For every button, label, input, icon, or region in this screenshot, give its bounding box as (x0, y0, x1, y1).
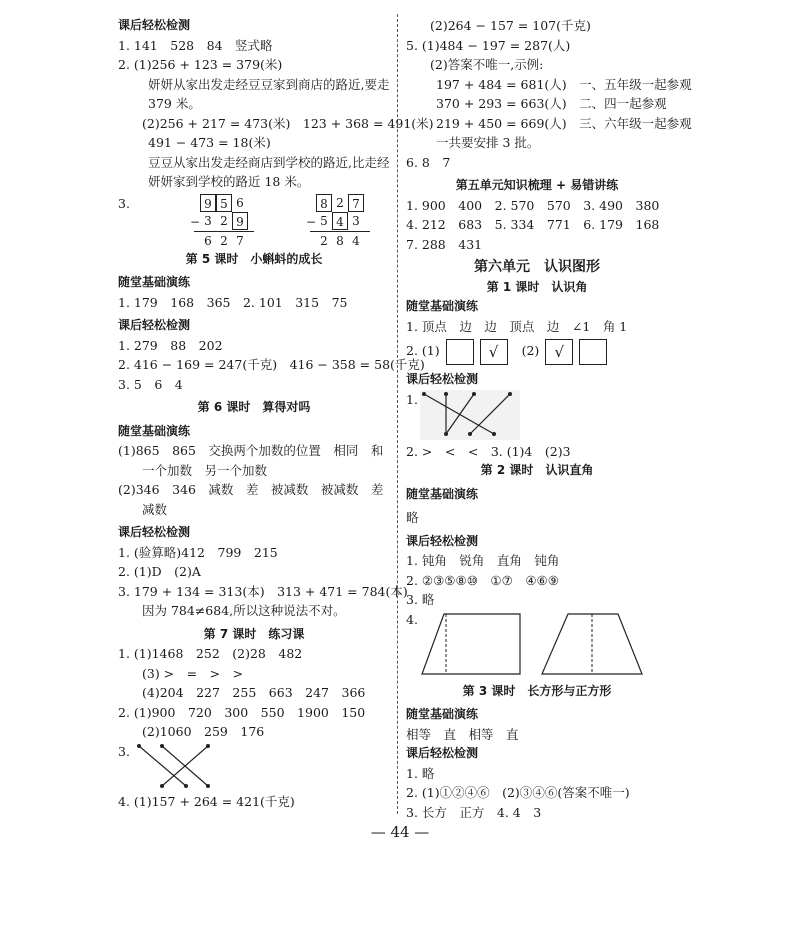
answer-line: 减数 (142, 501, 168, 517)
section-heading: 随堂基础演练 (118, 423, 191, 438)
answer-line: 3. 略 (406, 592, 435, 607)
answer-line: 一共要安排 3 批。 (436, 135, 540, 150)
lesson-title: 第 6 课时 算得对吗 (197, 400, 311, 414)
section-heading: 随堂基础演练 (406, 299, 479, 313)
answer-line: 3. 179 + 134 = 313(本) 313 + 471 = 784(本) (118, 583, 408, 599)
section-heading: 课后轻松检测 (118, 18, 191, 32)
angle-lines-diagram (420, 390, 520, 440)
checkbox-answer (406, 336, 668, 366)
answer-label: (2) (521, 343, 540, 358)
answer-line: 1. 顶点 边 边 顶点 边 ∠1 角 1 (406, 318, 628, 334)
digit-box: 7 (348, 194, 364, 212)
answer-line: 2. ②③⑤⑧⑩ ①⑦ ④⑥⑨ (406, 572, 559, 588)
minus-sign: − (190, 214, 201, 229)
question-label: 3. (118, 195, 130, 211)
section-heading: 随堂基础演练 (118, 275, 191, 289)
lesson-title: 第 2 课时 认识直角 (480, 463, 594, 477)
section-heading: 随堂基础演练 (406, 486, 479, 501)
subtraction-a (190, 194, 248, 250)
answer-line: 1. 900 400 2. 570 570 3. 490 380 (406, 197, 660, 213)
lesson-title: 第 1 课时 认识角 (486, 279, 588, 294)
question-label: 1. (406, 391, 418, 407)
digit-box: 9 (200, 194, 216, 212)
subtraction-b (306, 194, 364, 250)
answer-line: 1. 279 88 202 (118, 337, 223, 353)
answer-line: 491 − 473 = 18(米) (148, 135, 271, 150)
unit-title: 第六单元 认识图形 (474, 259, 600, 275)
answer-line: 4. 212 683 5. 334 771 6. 179 168 (406, 217, 660, 232)
answer-line: 1. (验算略)412 799 215 (118, 544, 278, 560)
digit: 5 (320, 213, 328, 228)
question-label: 3. (118, 743, 130, 759)
digit-box: 9 (232, 212, 248, 230)
answer-line: 2. (1)256 + 123 = 379(米) (118, 57, 283, 72)
answer-label: 2. (1) (406, 343, 440, 358)
digit: 2 (320, 233, 328, 248)
answer-line: (4)204 227 255 663 247 366 (142, 685, 366, 700)
section-heading: 随堂基础演练 (406, 707, 479, 721)
answer-line: 2. (1)①②④⑥ (2)③④⑥(答案不唯一) (406, 785, 630, 800)
answer-line: 3. 5 6 4 (118, 376, 183, 392)
answer-line: 1. (1)1468 252 (2)28 482 (118, 646, 303, 661)
answer-line: 3. 长方 正方 4. 4 3 (406, 804, 542, 820)
answer-line: 一个加数 另一个加数 (142, 462, 268, 478)
digit: 7 (236, 233, 244, 248)
section-heading: 课后轻松检测 (118, 525, 191, 539)
answer-line: 妍妍家到学校的路近 18 米。 (148, 174, 310, 189)
digit: 2 (336, 195, 344, 210)
section-heading: 课后轻松检测 (118, 318, 191, 332)
digit: 8 (336, 233, 344, 248)
digit: 6 (204, 233, 212, 248)
answer-line: 2. (1)D (2)A (118, 564, 201, 579)
answer-line: (2)256 + 217 = 473(米) 123 + 368 = 491(米) (142, 115, 434, 131)
digit: 3 (352, 213, 360, 228)
answer-line: (2)264 − 157 = 107(千克) (430, 18, 591, 33)
matching-answer (118, 742, 390, 792)
answer-line: 2. (1)900 720 300 550 1900 150 (118, 704, 366, 720)
answer-line: 7. 288 431 (406, 236, 483, 252)
section-heading: 课后轻松检测 (406, 372, 479, 386)
answer-line: 379 米。 (148, 96, 201, 111)
answer-line: (2)答案不唯一,示例: (430, 57, 544, 72)
digit: 6 (236, 195, 244, 210)
answer-line: (1)865 865 交换两个加数的位置 相同 和 (118, 443, 384, 458)
lesson-title: 第 3 课时 长方形与正方形 (462, 683, 612, 698)
summary-title: 第五单元知识梳理 + 易错讲练 (455, 178, 619, 192)
answer-line: 370 + 293 = 663(人) 二、四一起参观 (436, 96, 667, 111)
page-number: — 44 — (370, 823, 430, 841)
answer-line: (3) > = > > (142, 665, 244, 681)
answer-box (579, 339, 607, 365)
answer-line: 197 + 484 = 681(人) 一、五年级一起参观 (436, 76, 692, 92)
digit-box: 4 (332, 212, 348, 230)
answer-line: 1. 钝角 锐角 直角 钝角 (406, 553, 560, 568)
angle-matching-answer (406, 390, 668, 442)
digit: 2 (220, 213, 228, 228)
question-label: 4. (406, 611, 418, 627)
digit: 4 (352, 233, 360, 248)
answer-line: 2. 416 − 169 = 247(千克) 416 − 358 = 58(千克) (118, 357, 425, 372)
answer-line: 2. > < < 3. (1)4 (2)3 (406, 443, 571, 459)
answer-line: 略 (406, 510, 419, 525)
matching-lines-diagram (134, 742, 224, 790)
digit: 3 (204, 213, 212, 228)
section-heading: 课后轻松检测 (406, 746, 479, 760)
minus-sign: − (306, 214, 317, 229)
answer-line: 4. (1)157 + 264 = 421(千克) (118, 793, 295, 809)
answer-line: (2)346 346 减数 差 被减数 被减数 差 (118, 482, 384, 497)
digit: 2 (220, 233, 228, 248)
answer-line: 1. 179 168 365 2. 101 315 75 (118, 294, 348, 310)
digit-box: 5 (216, 194, 232, 212)
digit-box: 8 (316, 194, 332, 212)
answer-line: 1. 略 (406, 765, 435, 781)
answer-line: 豆豆从家出发走经商店到学校的路近,比走经 (148, 154, 390, 170)
answer-line: 相等 直 相等 直 (406, 726, 519, 742)
shape-drawing-answer (406, 610, 668, 682)
answer-line: 因为 784≠684,所以这种说法不对。 (142, 603, 346, 618)
answer-line: (2)1060 259 176 (142, 724, 265, 739)
answer-line: 219 + 450 = 669(人) 三、六年级一起参观 (436, 115, 692, 131)
column-divider (397, 14, 398, 814)
section-heading: 课后轻松检测 (406, 533, 479, 548)
answer-line: 5. (1)484 − 197 = 287(人) (406, 37, 571, 53)
subtraction-row (118, 194, 390, 250)
answer-line: 1. 141 528 84 竖式略 (118, 37, 273, 53)
right-column (406, 16, 692, 822)
checked-answer-box: √ (480, 339, 508, 365)
answer-box (446, 339, 474, 365)
lesson-title: 第 7 课时 练习课 (203, 626, 305, 641)
quadrilaterals-diagram (420, 610, 650, 680)
answer-line: 妍妍从家出发走经豆豆家到商店的路近,要走 (148, 76, 390, 92)
answer-line: 6. 8 7 (406, 154, 451, 170)
checked-answer-box: √ (545, 339, 573, 365)
lesson-title: 第 5 课时 小蝌蚪的成长 (185, 251, 323, 266)
